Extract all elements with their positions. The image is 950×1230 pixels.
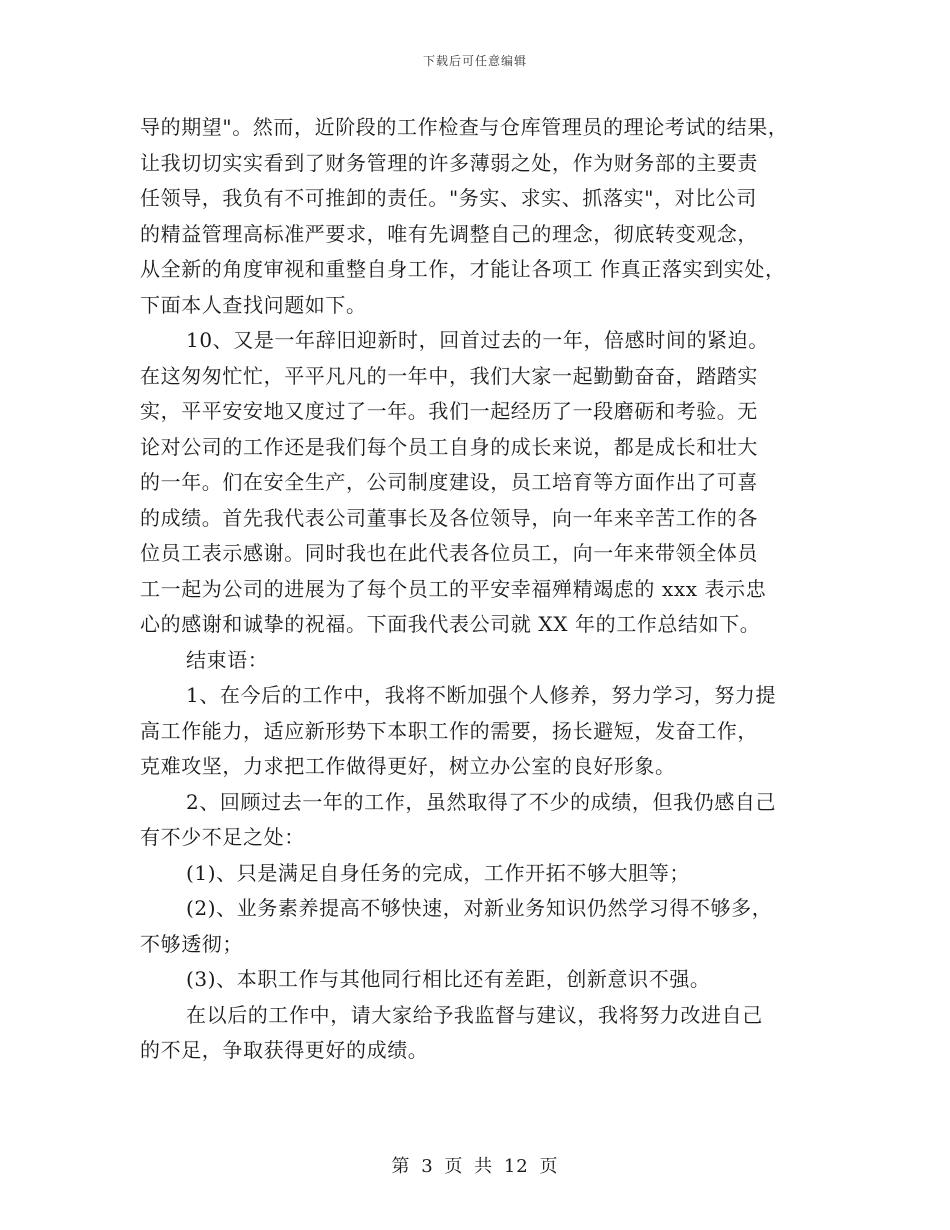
text-line: 工一起为公司的进展为了每个员工的平安幸福殚精竭虑的 xxx 表示忠 xyxy=(140,576,767,601)
text-line: 在这匆匆忙忙，平平凡凡的一年中，我们大家一起勤勤奋奋，踏踏实 xyxy=(140,363,758,388)
document-body xyxy=(140,110,820,1069)
page-header: 下载后可任意编辑 xyxy=(422,54,527,68)
text-line: 从全新的角度审视和重整自身工作，才能让各项工 作真正落实到实处， xyxy=(140,257,786,281)
text-line: 任领导，我负有不可推卸的责任。"务实、求实、抓落实"，对比公司 xyxy=(140,186,757,210)
text-line: 不够透彻； xyxy=(140,931,243,956)
text-line: (1)、只是满足自身任务的完成，工作开拓不够大胆等； xyxy=(186,860,690,885)
page-footer: 第 3 页 共 12 页 xyxy=(391,1156,559,1177)
text-line: 的精益管理高标准严要求，唯有先调整自己的理念，彻底转变观念， xyxy=(140,221,758,246)
text-line: 在以后的工作中，请大家给予我监督与建议，我将努力改进自己 xyxy=(186,1002,763,1027)
text-line: 论对公司的工作还是我们每个员工自身的成长来说，都是成长和壮大 xyxy=(140,434,758,459)
text-line: 克难攻坚，力求把工作做得更好，树立办公室的良好形象。 xyxy=(140,754,676,778)
text-line: 2、回顾过去一年的工作，虽然取得了不少的成绩，但我仍感自己 xyxy=(186,789,777,814)
text-line: 让我切切实实看到了财务管理的许多薄弱之处，作为财务部的主要责 xyxy=(140,150,758,175)
text-line: 导的期望"。然而，近阶段的工作检查与仓库管理员的理论考试的结果， xyxy=(140,115,789,139)
text-line: 1、在今后的工作中，我将不断加强个人修养，努力学习，努力提 xyxy=(186,683,777,707)
text-line: 的成绩。首先我代表公司董事长及各位领导，向一年来辛苦工作的各 xyxy=(140,505,758,530)
text-line: 10、又是一年辞旧迎新时，回首过去的一年，倍感时间的紧迫。 xyxy=(186,328,769,352)
text-line: 结束语： xyxy=(186,647,269,672)
text-line: 有不少不足之处： xyxy=(140,825,305,849)
text-line: 下面本人查找问题如下。 xyxy=(140,292,367,317)
text-line: 的一年。们在安全生产，公司制度建设，员工培育等方面作出了可喜 xyxy=(140,470,758,494)
text-line: 位员工表示感谢。同时我也在此代表各位员工，向一年来带领全体员 xyxy=(140,541,758,565)
text-line: 的不足，争取获得更好的成绩。 xyxy=(140,1038,429,1062)
text-line: (2)、业务素养提高不够快速，对新业务知识仍然学习得不够多， xyxy=(186,896,773,920)
text-line: (3)、本职工作与其他同行相比还有差距，创新意识不强。 xyxy=(186,967,711,991)
text-line: 心的感谢和诚挚的祝福。下面我代表公司就 XX 年的工作总结如下。 xyxy=(140,612,761,636)
text-line: 实，平平安安地又度过了一年。我们一起经历了一段磨砺和考验。无 xyxy=(140,399,758,423)
text-line: 高工作能力，适应新形势下本职工作的需要，扬长避短，发奋工作， xyxy=(140,718,758,743)
